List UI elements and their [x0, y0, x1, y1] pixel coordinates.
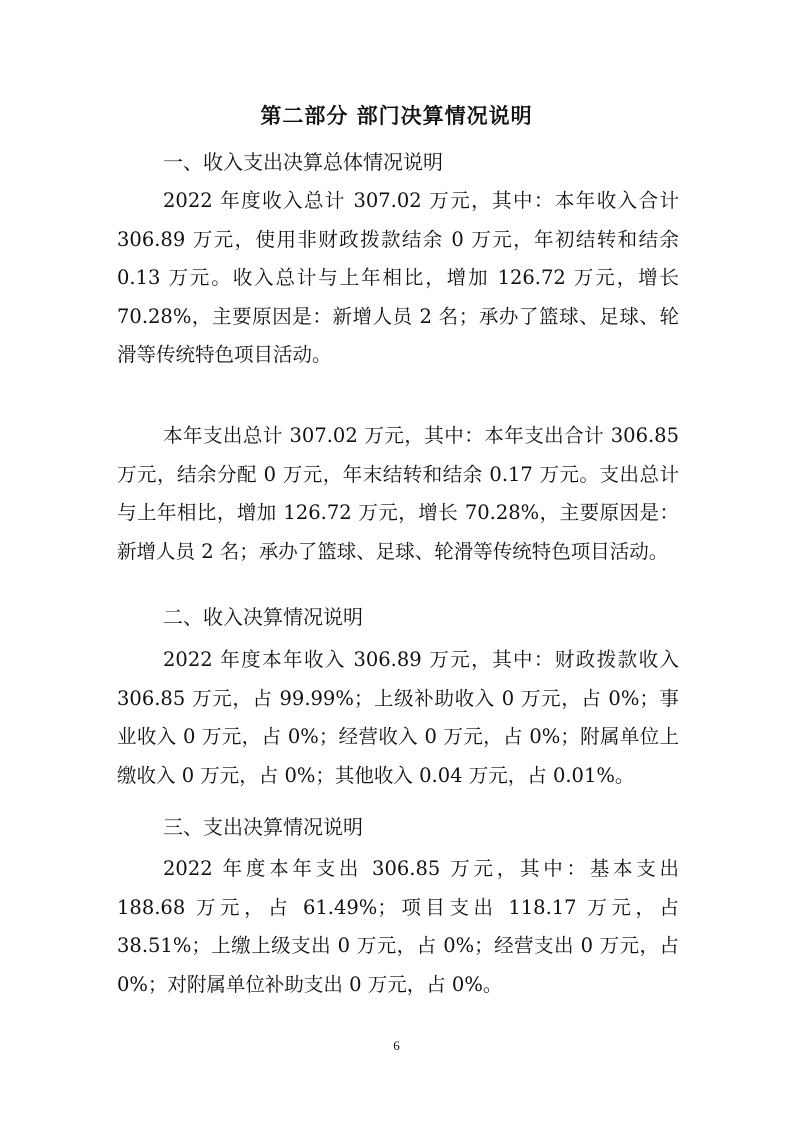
- paragraph-expenditure-detail: 2022 年度本年支出 306.85 万元，其中：基本支出 188.68 万元，占 61.49%；项目支出 118.17 万元，占 38.51%；上缴上级支出 0 万元，占 0%；经营支出 0 万元，占 0%；对附属单位补助支出 0 万元，占 0%。: [117, 857, 679, 996]
- section-heading-expenditure: 三、支出决算情况说明: [163, 815, 363, 839]
- paragraph-income-total: 2022 年度收入总计 307.02 万元，其中：本年收入合计 306.89 万元，使用非财政拨款结余 0 万元，年初结转和结余 0.13 万元。收入总计与上年相比，增加 126.72 万元，增长 70.28%，主要原因是：新增人员 2 名；承办了篮球、足球、轮滑等传统特色项目活动。: [117, 189, 679, 366]
- paragraph-income-detail: 2022 年度本年收入 306.89 万元，其中：财政拨款收入 306.85 万元，占 99.99%；上级补助收入 0 万元，占 0%；事业收入 0 万元，占 0%；经营收入 0 万元，占 0%；附属单位上缴收入 0 万元，占 0%；其他收入 0.04 万元，占 0.01%。: [117, 648, 679, 787]
- page-title: 第二部分 部门决算情况说明: [260, 104, 533, 128]
- section-heading-income: 二、收入决算情况说明: [163, 605, 363, 629]
- page-number: 6: [393, 1038, 400, 1053]
- section-heading-overall: 一、收入支出决算总体情况说明: [163, 150, 443, 174]
- paragraph-expenditure-total: 本年支出总计 307.02 万元，其中：本年支出合计 306.85 万元，结余分配 0 万元，年末结转和结余 0.17 万元。支出总计与上年相比，增加 126.72 万元，增长 70.28%，主要原因是：新增人员 2 名；承办了篮球、足球、轮滑等传统特色项目活动。: [117, 424, 679, 563]
